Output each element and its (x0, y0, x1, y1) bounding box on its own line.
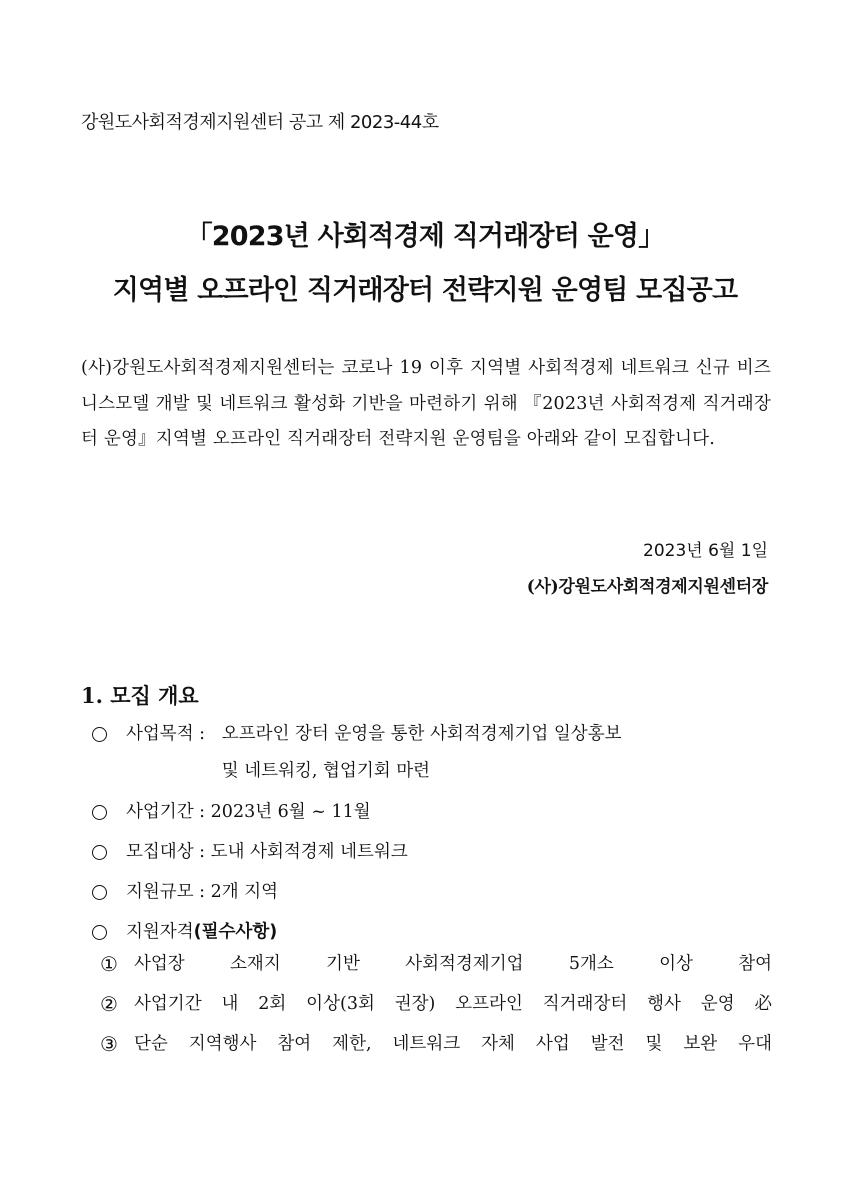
period-label: 사업기간 : (126, 802, 206, 822)
list-item (100, 990, 772, 1030)
page-title-line2: 지역별 오프라인 직거래장터 전략지원 운영팀 모집공고 (112, 275, 738, 306)
issuer-signature: (사)강원도사회적경제지원센터장 (526, 577, 768, 597)
requirement-text: 단순 지역행사 참여 제한, 네트워크 자체 사업 발전 및 보완 우대 (134, 1034, 772, 1054)
scale-value: 2개 지역 (210, 882, 279, 902)
intro-paragraph (81, 351, 771, 458)
target-value: 도내 사회적경제 네트워크 (210, 842, 408, 862)
circle-bullet-icon (92, 727, 107, 742)
overview-list (92, 720, 782, 958)
circle-bullet-icon (92, 925, 107, 940)
page-title-line1: 「2023년 사회적경제 직거래장터 운영」 (185, 221, 665, 252)
issue-date: 2023년 6월 1일 (643, 541, 768, 561)
notice-number: 강원도사회적경제지원센터 공고 제 2023-44호 (81, 112, 439, 133)
requirement-text: 사업장 소재지 기반 사회적경제기업 5개소 이상 참여 (134, 954, 772, 974)
list-item (100, 1030, 772, 1070)
circle-bullet-icon (92, 885, 107, 900)
list-item-purpose (92, 720, 782, 798)
list-item-scale (92, 878, 782, 918)
circle-bullet-icon (92, 805, 107, 820)
qualification-label: 지원자격 (126, 922, 194, 942)
purpose-line2: 및 네트워킹, 협업기회 마련 (221, 761, 431, 781)
list-item-period (92, 798, 782, 838)
target-label: 모집대상 : (126, 842, 206, 862)
list-item (100, 950, 772, 990)
number-marker: ① (100, 952, 118, 976)
intro-text: (사)강원도사회적경제지원센터는 코로나 19 이후 지역별 사회적경제 네트워크 신규 비즈니스모델 개발 및 네트워크 활성화 기반을 마련하기 위해 『2023년 사회적경제 직거래장터 운영』지역별 오프라인 직거래장터 전략지원 운영팀을 아래와 같이 모집합니다. (81, 358, 771, 449)
purpose-value (222, 716, 782, 790)
number-marker: ② (100, 992, 118, 1016)
circle-bullet-icon (92, 845, 107, 860)
section-title: 1. 모집 개요 (81, 683, 199, 708)
list-item-target (92, 838, 782, 878)
purpose-label: 사업목적 : (126, 724, 206, 744)
qualification-emphasis: (필수사항) (193, 922, 278, 942)
requirement-text: 사업기간 내 2회 이상(3회 권장) 오프라인 직거래장터 행사 운영 必 (134, 994, 772, 1014)
scale-label: 지원규모 : (126, 882, 206, 902)
period-value: 2023년 6월 ~ 11월 (210, 802, 371, 822)
purpose-line1: 오프라인 장터 운영을 통한 사회적경제기업 일상홍보 (221, 724, 622, 744)
number-marker: ③ (100, 1032, 118, 1056)
requirements-list (100, 950, 772, 1070)
